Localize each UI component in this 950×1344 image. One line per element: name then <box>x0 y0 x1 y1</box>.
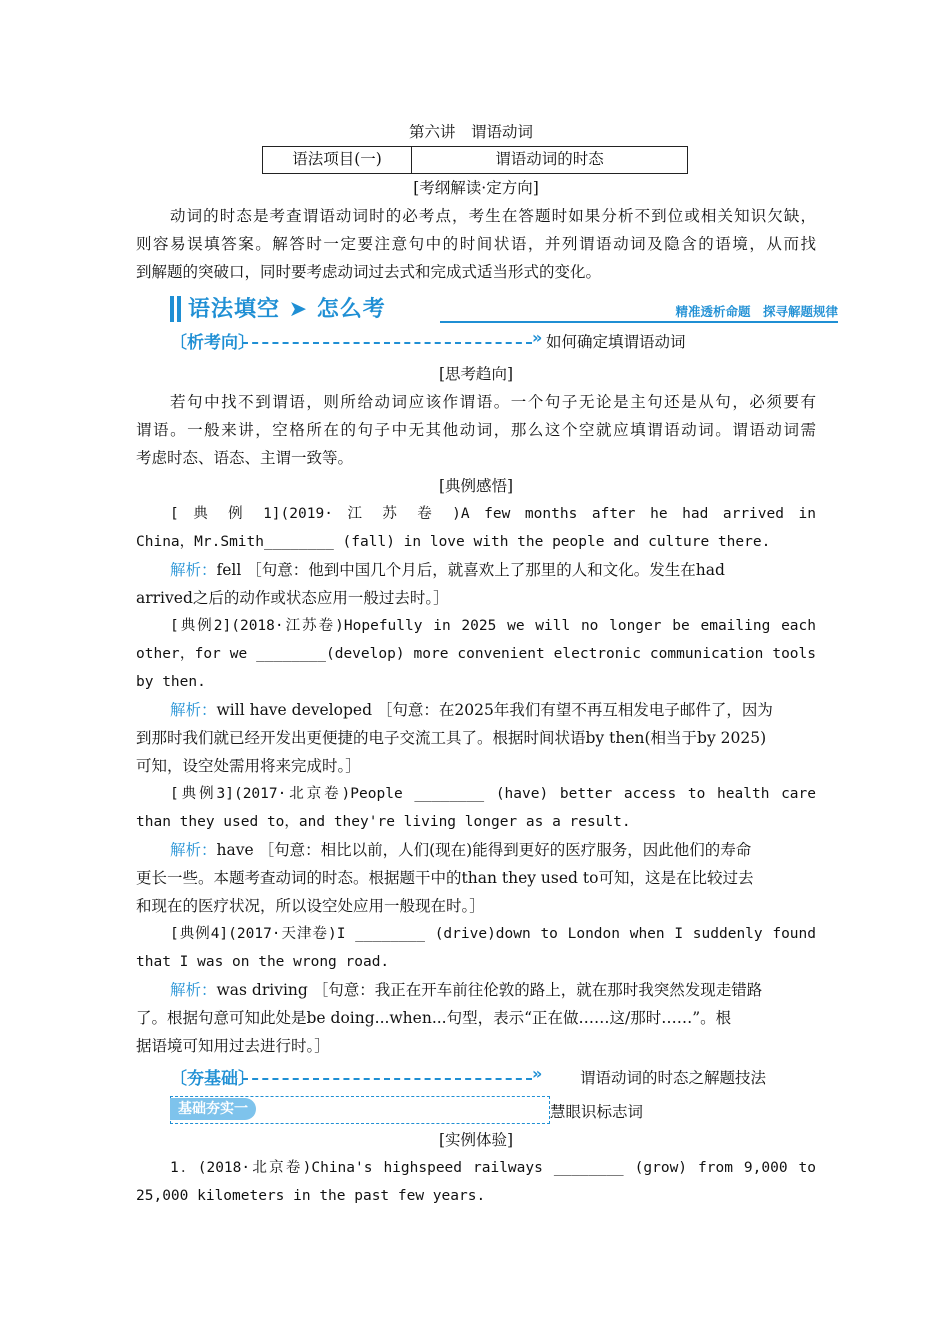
example-question: China，Mr.Smith________ (fall) in love with the people and culture there. <box>136 534 771 550</box>
example-answer: 到那时我们就已经开发出更便捷的电子交流工具了。根据时间状语by then(相当于by 2025) <box>136 729 767 747</box>
outline-heading: [考纲解读·定方向] <box>413 179 539 197</box>
example-answer: 了。根据句意可知此处是be doing...when...句型，表示“正在做……这/那时……”。根 <box>136 1009 732 1027</box>
think-line: 若句中找不到谓语，则所给动词应该作谓语。一个句子无论是主句还是从句，必须要有 <box>170 393 816 411</box>
example-answer: 更长一些。本题考查动词的时态。根据题干中的than they used to可知，这是在比较过去 <box>136 869 754 887</box>
example-answer <box>136 696 816 724</box>
example-answer <box>136 836 816 864</box>
example-question: than they used to，and they're living longer as a result. <box>136 814 631 830</box>
practice-question: 1．(2018·北京卷)China's highspeed railways ________ (grow) from 9,000 to <box>170 1160 816 1176</box>
example-question: [ 典 例 1](2019· 江 苏 卷 )A few months after he had arrived in <box>170 506 816 522</box>
grammar-table <box>262 146 688 174</box>
example-answer: 据语境可知用过去进行时。］ <box>136 1037 330 1055</box>
example-question: [典例4](2017·天津卷)I ________ (drive)down to London when I suddenly found <box>170 926 816 942</box>
subsection-label: 基础夯实一 <box>170 1098 256 1120</box>
section-tag-analysis <box>170 328 816 360</box>
analysis-label: 解析： <box>170 701 217 719</box>
example-question: that I was on the wrong road. <box>136 954 390 970</box>
think-heading: [思考趋向] <box>438 365 514 383</box>
intro-line: 到解题的突破口，同时要考虑动词过去式和完成式适当形式的变化。 <box>136 263 602 281</box>
answer-text: have ［句意：相比以前，人们(现在)能得到更好的医疗服务，因此他们的寿命 <box>216 841 752 859</box>
analysis-label: 解析： <box>170 561 217 579</box>
example-heading: [典例感悟] <box>438 477 514 495</box>
table-cell-item: 语法项目(一) <box>263 147 412 173</box>
example-question: [典例3](2017·北京卷)People ________ (have) better access to health care <box>170 786 816 802</box>
intro-line: 动词的时态是考查谓语动词时的必考点，考生在答题时如果分析不到位或相关知识欠缺， <box>170 207 816 225</box>
analysis-label: 解析： <box>170 981 217 999</box>
table-cell-topic: 谓语动词的时态 <box>495 150 604 168</box>
example-answer: 可知，设空处需用将来完成时。］ <box>136 757 361 775</box>
section-topic: 谓语动词的时态之解题技法 <box>580 1069 767 1087</box>
example-question: [典例2](2018·江苏卷)Hopefully in 2025 we will no longer be emailing each <box>170 618 816 634</box>
example-answer: arrived之后的动作或状态应用一般过去时。］ <box>136 589 449 607</box>
section-tag-foundation <box>170 1064 816 1096</box>
banner-bar-icon <box>170 296 174 322</box>
example-answer: 和现在的医疗状况，所以设空处应用一般现在时。］ <box>136 897 485 915</box>
lecture-title: 第六讲 谓语动词 <box>408 123 533 141</box>
practice-heading: [实例体验] <box>438 1131 514 1149</box>
practice-question: 25,000 kilometers in the past few years. <box>136 1188 486 1204</box>
section-topic: 如何确定填谓语动词 <box>546 333 686 351</box>
double-arrow-icon: » <box>532 1064 543 1083</box>
answer-text: will have developed ［句意：在2025年我们有望不再互相发电子邮件了，因为 <box>216 701 773 719</box>
document-page <box>136 118 838 1210</box>
subsection-topic: 慧眼识标志词 <box>550 1103 644 1121</box>
intro-line: 则容易误填答案。解答时一定要注意句中的时间状语，并列谓语动词及隐含的语境，从而找 <box>136 235 816 253</box>
banner-bar-icon <box>177 296 181 322</box>
example-question: other，for we ________(develop) more convenient electronic communication tools <box>136 646 816 662</box>
example-answer <box>136 556 816 584</box>
example-question: by then. <box>136 674 206 690</box>
answer-text: was driving ［句意：我正在开车前往伦敦的路上，就在那时我突然发现走错路 <box>216 981 763 999</box>
section-label: 〔夯基础〕 <box>170 1069 255 1089</box>
answer-text: fell ［句意：他到中国几个月后，就喜欢上了那里的人和文化。发生在had <box>216 561 725 579</box>
section-banner <box>170 292 838 328</box>
double-arrow-icon: » <box>532 328 543 347</box>
example-answer <box>136 976 816 1004</box>
dashed-rule <box>242 342 532 344</box>
section-label: 〔析考向〕 <box>170 333 255 353</box>
dashed-rule <box>242 1078 532 1080</box>
banner-title: 语法填空 ➤ 怎么考 <box>188 297 386 322</box>
think-line: 谓语。一般来讲，空格所在的句子中无其他动词，那么这个空就应填谓语动词。谓语动词需 <box>136 421 816 439</box>
banner-rule <box>440 321 838 323</box>
analysis-label: 解析： <box>170 841 217 859</box>
banner-tagline: 精准透析命题 探寻解题规律 <box>675 304 838 319</box>
subsection-tag <box>170 1096 816 1126</box>
think-line: 考虑时态、语态、主谓一致等。 <box>136 449 354 467</box>
